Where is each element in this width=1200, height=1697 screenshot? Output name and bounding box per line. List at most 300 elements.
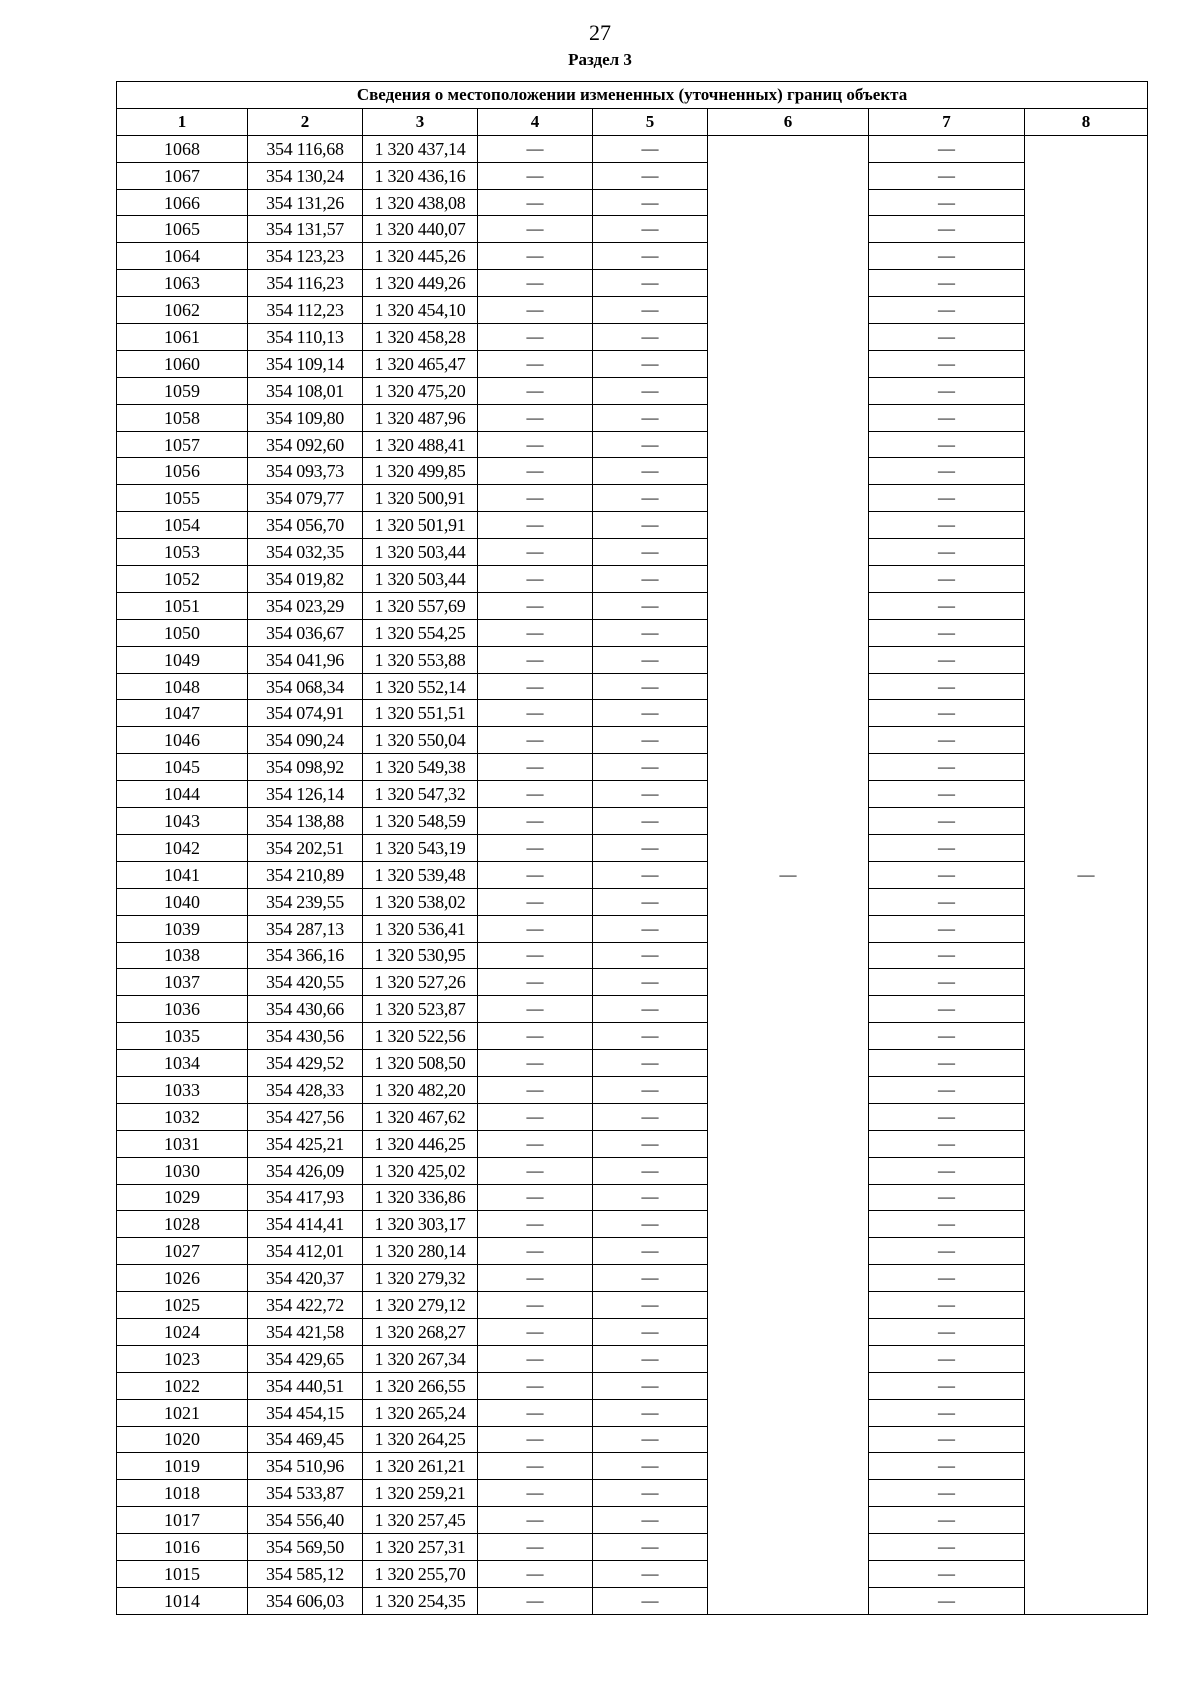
y-coordinate-cell: 1 320 257,45 (363, 1507, 478, 1534)
column-7-cell: — (869, 700, 1025, 727)
point-number-cell: 1042 (117, 834, 248, 861)
y-coordinate-cell: 1 320 553,88 (363, 646, 478, 673)
column-4-cell: — (478, 861, 593, 888)
column-7-cell: — (869, 754, 1025, 781)
table-row (117, 1345, 1148, 1372)
point-number-cell: 1044 (117, 781, 248, 808)
table-row (117, 1265, 1148, 1292)
x-coordinate-cell: 354 569,50 (248, 1534, 363, 1561)
column-5-cell: — (593, 646, 708, 673)
table-row (117, 1103, 1148, 1130)
x-coordinate-cell: 354 430,56 (248, 1023, 363, 1050)
column-4-cell: — (478, 942, 593, 969)
table-row (117, 942, 1148, 969)
table-row (117, 1318, 1148, 1345)
point-number-cell: 1046 (117, 727, 248, 754)
point-number-cell: 1058 (117, 404, 248, 431)
column-4-cell: — (478, 1534, 593, 1561)
table-row (117, 754, 1148, 781)
table-caption: Сведения о местоположении измененных (уточненных) границ объекта (117, 82, 1148, 109)
table-row (117, 135, 1148, 162)
column-7-cell: — (869, 861, 1025, 888)
point-number-cell: 1039 (117, 915, 248, 942)
table-row (117, 996, 1148, 1023)
column-5-cell: — (593, 808, 708, 835)
column-header: 7 (869, 108, 1025, 135)
column-5-cell: — (593, 592, 708, 619)
x-coordinate-cell: 354 556,40 (248, 1507, 363, 1534)
column-4-cell: — (478, 324, 593, 351)
table-row (117, 566, 1148, 593)
x-coordinate-cell: 354 131,26 (248, 189, 363, 216)
y-coordinate-cell: 1 320 264,25 (363, 1426, 478, 1453)
column-4-cell: — (478, 1211, 593, 1238)
point-number-cell: 1022 (117, 1372, 248, 1399)
column-5-cell: — (593, 754, 708, 781)
y-coordinate-cell: 1 320 440,07 (363, 216, 478, 243)
x-coordinate-cell: 354 417,93 (248, 1184, 363, 1211)
column-5-cell: — (593, 996, 708, 1023)
column-4-cell: — (478, 1318, 593, 1345)
column-7-cell: — (869, 512, 1025, 539)
table-row (117, 485, 1148, 512)
column-5-cell: — (593, 243, 708, 270)
column-4-cell: — (478, 297, 593, 324)
column-5-cell: — (593, 485, 708, 512)
point-number-cell: 1021 (117, 1399, 248, 1426)
x-coordinate-cell: 354 533,87 (248, 1480, 363, 1507)
column-7-cell: — (869, 135, 1025, 162)
point-number-cell: 1031 (117, 1130, 248, 1157)
column-5-cell: — (593, 781, 708, 808)
column-header: 5 (593, 108, 708, 135)
column-4-cell: — (478, 646, 593, 673)
column-7-cell: — (869, 592, 1025, 619)
y-coordinate-cell: 1 320 267,34 (363, 1345, 478, 1372)
x-coordinate-cell: 354 412,01 (248, 1238, 363, 1265)
y-coordinate-cell: 1 320 547,32 (363, 781, 478, 808)
point-number-cell: 1017 (117, 1507, 248, 1534)
column-7-cell: — (869, 1453, 1025, 1480)
point-number-cell: 1014 (117, 1587, 248, 1614)
column-7-cell: — (869, 673, 1025, 700)
column-4-cell: — (478, 592, 593, 619)
x-coordinate-cell: 354 440,51 (248, 1372, 363, 1399)
column-4-cell: — (478, 1157, 593, 1184)
column-7-cell: — (869, 1292, 1025, 1319)
y-coordinate-cell: 1 320 454,10 (363, 297, 478, 324)
column-5-cell: — (593, 216, 708, 243)
point-number-cell: 1062 (117, 297, 248, 324)
x-coordinate-cell: 354 090,24 (248, 727, 363, 754)
x-coordinate-cell: 354 109,80 (248, 404, 363, 431)
column-5-cell: — (593, 539, 708, 566)
column-7-cell: — (869, 781, 1025, 808)
y-coordinate-cell: 1 320 268,27 (363, 1318, 478, 1345)
column-5-cell: — (593, 1372, 708, 1399)
column-7-cell: — (869, 915, 1025, 942)
x-coordinate-cell: 354 056,70 (248, 512, 363, 539)
y-coordinate-cell: 1 320 280,14 (363, 1238, 478, 1265)
column-7-cell: — (869, 377, 1025, 404)
column-5-cell: — (593, 1157, 708, 1184)
x-coordinate-cell: 354 023,29 (248, 592, 363, 619)
column-4-cell: — (478, 1480, 593, 1507)
column-4-cell: — (478, 135, 593, 162)
column-5-cell: — (593, 1507, 708, 1534)
column-5-cell: — (593, 1050, 708, 1077)
x-coordinate-cell: 354 036,67 (248, 619, 363, 646)
point-number-cell: 1024 (117, 1318, 248, 1345)
y-coordinate-cell: 1 320 254,35 (363, 1587, 478, 1614)
column-4-cell: — (478, 539, 593, 566)
y-coordinate-cell: 1 320 530,95 (363, 942, 478, 969)
point-number-cell: 1053 (117, 539, 248, 566)
column-7-cell: — (869, 539, 1025, 566)
column-7-cell: — (869, 619, 1025, 646)
y-coordinate-cell: 1 320 257,31 (363, 1534, 478, 1561)
column-7-cell: — (869, 1023, 1025, 1050)
column-4-cell: — (478, 727, 593, 754)
y-coordinate-cell: 1 320 475,20 (363, 377, 478, 404)
column-4-cell: — (478, 1130, 593, 1157)
column-7-cell: — (869, 1184, 1025, 1211)
y-coordinate-cell: 1 320 437,14 (363, 135, 478, 162)
x-coordinate-cell: 354 098,92 (248, 754, 363, 781)
column-4-cell: — (478, 1560, 593, 1587)
column-4-cell: — (478, 1345, 593, 1372)
x-coordinate-cell: 354 092,60 (248, 431, 363, 458)
column-4-cell: — (478, 1426, 593, 1453)
x-coordinate-cell: 354 210,89 (248, 861, 363, 888)
point-number-cell: 1038 (117, 942, 248, 969)
point-number-cell: 1032 (117, 1103, 248, 1130)
point-number-cell: 1043 (117, 808, 248, 835)
y-coordinate-cell: 1 320 465,47 (363, 350, 478, 377)
column-5-cell: — (593, 350, 708, 377)
table-row (117, 404, 1148, 431)
point-number-cell: 1033 (117, 1076, 248, 1103)
column-5-cell: — (593, 1560, 708, 1587)
point-number-cell: 1067 (117, 162, 248, 189)
x-coordinate-cell: 354 428,33 (248, 1076, 363, 1103)
table-row (117, 324, 1148, 351)
x-coordinate-cell: 354 430,66 (248, 996, 363, 1023)
column-header: 1 (117, 108, 248, 135)
y-coordinate-cell: 1 320 552,14 (363, 673, 478, 700)
table-row (117, 539, 1148, 566)
point-number-cell: 1016 (117, 1534, 248, 1561)
point-number-cell: 1059 (117, 377, 248, 404)
column-4-cell: — (478, 243, 593, 270)
column-7-cell: — (869, 485, 1025, 512)
column-7-cell: — (869, 216, 1025, 243)
column-5-cell: — (593, 1399, 708, 1426)
column-4-cell: — (478, 1238, 593, 1265)
table-row (117, 1184, 1148, 1211)
x-coordinate-cell: 354 420,55 (248, 969, 363, 996)
y-coordinate-cell: 1 320 425,02 (363, 1157, 478, 1184)
x-coordinate-cell: 354 130,24 (248, 162, 363, 189)
column-5-cell: — (593, 1318, 708, 1345)
column-5-cell: — (593, 566, 708, 593)
y-coordinate-cell: 1 320 500,91 (363, 485, 478, 512)
column-7-cell: — (869, 566, 1025, 593)
column-4-cell: — (478, 1265, 593, 1292)
point-number-cell: 1030 (117, 1157, 248, 1184)
column-4-cell: — (478, 1587, 593, 1614)
column-7-cell: — (869, 942, 1025, 969)
column-4-cell: — (478, 566, 593, 593)
y-coordinate-cell: 1 320 549,38 (363, 754, 478, 781)
column-4-cell: — (478, 485, 593, 512)
column-5-cell: — (593, 1076, 708, 1103)
x-coordinate-cell: 354 469,45 (248, 1426, 363, 1453)
column-5-cell: — (593, 431, 708, 458)
column-4-cell: — (478, 888, 593, 915)
y-coordinate-cell: 1 320 550,04 (363, 727, 478, 754)
column-header-row (117, 108, 1148, 135)
table-row (117, 431, 1148, 458)
column-7-cell: — (869, 431, 1025, 458)
column-5-cell: — (593, 915, 708, 942)
column-7-cell: — (869, 969, 1025, 996)
y-coordinate-cell: 1 320 259,21 (363, 1480, 478, 1507)
table-row (117, 808, 1148, 835)
point-number-cell: 1036 (117, 996, 248, 1023)
y-coordinate-cell: 1 320 279,12 (363, 1292, 478, 1319)
y-coordinate-cell: 1 320 436,16 (363, 162, 478, 189)
x-coordinate-cell: 354 414,41 (248, 1211, 363, 1238)
y-coordinate-cell: 1 320 458,28 (363, 324, 478, 351)
column-5-cell: — (593, 1453, 708, 1480)
column-7-cell: — (869, 1076, 1025, 1103)
column-5-cell: — (593, 377, 708, 404)
column-header: 2 (248, 108, 363, 135)
column-5-cell: — (593, 512, 708, 539)
table-row (117, 1292, 1148, 1319)
y-coordinate-cell: 1 320 543,19 (363, 834, 478, 861)
column-7-cell: — (869, 1399, 1025, 1426)
x-coordinate-cell: 354 366,16 (248, 942, 363, 969)
table-row (117, 1480, 1148, 1507)
column-7-cell: — (869, 727, 1025, 754)
point-number-cell: 1015 (117, 1560, 248, 1587)
table-row (117, 969, 1148, 996)
column-7-cell: — (869, 1050, 1025, 1077)
point-number-cell: 1034 (117, 1050, 248, 1077)
column-7-cell: — (869, 270, 1025, 297)
y-coordinate-cell: 1 320 487,96 (363, 404, 478, 431)
column-5-cell: — (593, 942, 708, 969)
table-row (117, 243, 1148, 270)
column-7-cell: — (869, 1534, 1025, 1561)
column-header: 3 (363, 108, 478, 135)
column-4-cell: — (478, 619, 593, 646)
x-coordinate-cell: 354 116,23 (248, 270, 363, 297)
table-row (117, 377, 1148, 404)
page-number: 27 (589, 20, 611, 45)
column-5-cell: — (593, 404, 708, 431)
point-number-cell: 1025 (117, 1292, 248, 1319)
column-7-cell: — (869, 458, 1025, 485)
point-number-cell: 1060 (117, 350, 248, 377)
table-caption-row (117, 82, 1148, 109)
column-7-cell: — (869, 1265, 1025, 1292)
x-coordinate-cell: 354 019,82 (248, 566, 363, 593)
column-4-cell: — (478, 996, 593, 1023)
column-8-merged-cell: — (1025, 135, 1148, 1614)
point-number-cell: 1064 (117, 243, 248, 270)
point-number-cell: 1055 (117, 485, 248, 512)
column-5-cell: — (593, 727, 708, 754)
table-body (117, 135, 1148, 1614)
point-number-cell: 1065 (117, 216, 248, 243)
point-number-cell: 1057 (117, 431, 248, 458)
y-coordinate-cell: 1 320 499,85 (363, 458, 478, 485)
point-number-cell: 1051 (117, 592, 248, 619)
x-coordinate-cell: 354 606,03 (248, 1587, 363, 1614)
table-row (117, 1453, 1148, 1480)
point-number-cell: 1049 (117, 646, 248, 673)
column-5-cell: — (593, 135, 708, 162)
point-number-cell: 1023 (117, 1345, 248, 1372)
point-number-cell: 1027 (117, 1238, 248, 1265)
column-7-cell: — (869, 888, 1025, 915)
table-row (117, 270, 1148, 297)
y-coordinate-cell: 1 320 482,20 (363, 1076, 478, 1103)
column-5-cell: — (593, 969, 708, 996)
y-coordinate-cell: 1 320 336,86 (363, 1184, 478, 1211)
column-4-cell: — (478, 915, 593, 942)
column-4-cell: — (478, 781, 593, 808)
point-number-cell: 1054 (117, 512, 248, 539)
y-coordinate-cell: 1 320 527,26 (363, 969, 478, 996)
y-coordinate-cell: 1 320 536,41 (363, 915, 478, 942)
column-7-cell: — (869, 1318, 1025, 1345)
column-5-cell: — (593, 1130, 708, 1157)
column-5-cell: — (593, 1292, 708, 1319)
column-4-cell: — (478, 512, 593, 539)
column-5-cell: — (593, 1534, 708, 1561)
column-5-cell: — (593, 700, 708, 727)
x-coordinate-cell: 354 109,14 (248, 350, 363, 377)
point-number-cell: 1026 (117, 1265, 248, 1292)
x-coordinate-cell: 354 426,09 (248, 1157, 363, 1184)
x-coordinate-cell: 354 420,37 (248, 1265, 363, 1292)
column-4-cell: — (478, 834, 593, 861)
table-row (117, 1426, 1148, 1453)
table-row (117, 1534, 1148, 1561)
table-row (117, 1399, 1148, 1426)
x-coordinate-cell: 354 510,96 (248, 1453, 363, 1480)
column-5-cell: — (593, 297, 708, 324)
x-coordinate-cell: 354 041,96 (248, 646, 363, 673)
column-5-cell: — (593, 1103, 708, 1130)
column-5-cell: — (593, 888, 708, 915)
table-row (117, 1560, 1148, 1587)
point-number-cell: 1063 (117, 270, 248, 297)
table-row (117, 1050, 1148, 1077)
column-4-cell: — (478, 189, 593, 216)
x-coordinate-cell: 354 585,12 (248, 1560, 363, 1587)
column-4-cell: — (478, 350, 593, 377)
point-number-cell: 1020 (117, 1426, 248, 1453)
point-number-cell: 1045 (117, 754, 248, 781)
table-row (117, 861, 1148, 888)
column-7-cell: — (869, 297, 1025, 324)
x-coordinate-cell: 354 421,58 (248, 1318, 363, 1345)
column-7-cell: — (869, 189, 1025, 216)
table-row (117, 1211, 1148, 1238)
column-5-cell: — (593, 1426, 708, 1453)
y-coordinate-cell: 1 320 449,26 (363, 270, 478, 297)
column-4-cell: — (478, 673, 593, 700)
column-5-cell: — (593, 1211, 708, 1238)
column-7-cell: — (869, 1130, 1025, 1157)
x-coordinate-cell: 354 239,55 (248, 888, 363, 915)
x-coordinate-cell: 354 074,91 (248, 700, 363, 727)
column-7-cell: — (869, 1560, 1025, 1587)
y-coordinate-cell: 1 320 467,62 (363, 1103, 478, 1130)
point-number-cell: 1018 (117, 1480, 248, 1507)
column-header: 4 (478, 108, 593, 135)
table-row (117, 888, 1148, 915)
column-7-cell: — (869, 243, 1025, 270)
column-4-cell: — (478, 1399, 593, 1426)
column-7-cell: — (869, 1507, 1025, 1534)
y-coordinate-cell: 1 320 266,55 (363, 1372, 478, 1399)
table-row (117, 1587, 1148, 1614)
column-4-cell: — (478, 1184, 593, 1211)
column-5-cell: — (593, 1480, 708, 1507)
point-number-cell: 1068 (117, 135, 248, 162)
x-coordinate-cell: 354 131,57 (248, 216, 363, 243)
column-4-cell: — (478, 1103, 593, 1130)
y-coordinate-cell: 1 320 557,69 (363, 592, 478, 619)
y-coordinate-cell: 1 320 522,56 (363, 1023, 478, 1050)
boundary-coordinates-table (116, 81, 1148, 1615)
column-4-cell: — (478, 1507, 593, 1534)
column-4-cell: — (478, 969, 593, 996)
column-5-cell: — (593, 619, 708, 646)
table-row (117, 216, 1148, 243)
column-5-cell: — (593, 834, 708, 861)
column-5-cell: — (593, 1345, 708, 1372)
column-7-cell: — (869, 404, 1025, 431)
column-4-cell: — (478, 700, 593, 727)
table-row (117, 915, 1148, 942)
column-7-cell: — (869, 162, 1025, 189)
table-row (117, 781, 1148, 808)
y-coordinate-cell: 1 320 539,48 (363, 861, 478, 888)
table-row (117, 1130, 1148, 1157)
column-4-cell: — (478, 808, 593, 835)
x-coordinate-cell: 354 079,77 (248, 485, 363, 512)
column-4-cell: — (478, 1453, 593, 1480)
y-coordinate-cell: 1 320 255,70 (363, 1560, 478, 1587)
column-7-cell: — (869, 1345, 1025, 1372)
table-row (117, 673, 1148, 700)
column-4-cell: — (478, 377, 593, 404)
y-coordinate-cell: 1 320 438,08 (363, 189, 478, 216)
point-number-cell: 1041 (117, 861, 248, 888)
column-4-cell: — (478, 270, 593, 297)
y-coordinate-cell: 1 320 508,50 (363, 1050, 478, 1077)
y-coordinate-cell: 1 320 488,41 (363, 431, 478, 458)
point-number-cell: 1035 (117, 1023, 248, 1050)
point-number-cell: 1052 (117, 566, 248, 593)
